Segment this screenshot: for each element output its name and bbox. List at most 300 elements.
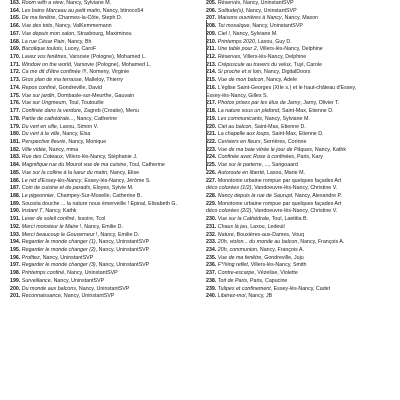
entry-location-author: , Paris, Kary (294, 154, 323, 161)
entry-number: 177. (10, 108, 21, 115)
index-entry (206, 278, 396, 286)
index-entry (206, 131, 396, 139)
entry-number: 166. (10, 23, 21, 30)
entry-title: Photos prises par les élus de Jarny (217, 100, 301, 107)
entry-title: De ma fenêtre (21, 15, 56, 22)
entry-number: 191. (10, 216, 21, 223)
entry-title: Rue des Coteaux (21, 154, 63, 161)
entry-number: 168. (10, 38, 21, 45)
entry-location-author: Essey-lès-Nancy, Gilles S. (206, 92, 269, 99)
entry-location-author: , Nancy, UninstantSVP (240, 0, 294, 6)
index-entry (206, 170, 396, 178)
entry-title: déco colorées (1/2) (206, 185, 252, 192)
index-entry (206, 0, 396, 8)
entry-location-author: , (354, 84, 357, 91)
entry-number: 184. (10, 162, 21, 169)
entry-title: 20h, violon... du monde au balcon (217, 239, 298, 246)
entry-number: 228. (206, 192, 217, 199)
index-entry (10, 193, 200, 201)
entry-number: 225. (206, 162, 217, 169)
index-entry (206, 193, 396, 201)
entry-location-author: , Essey-lès-Nancy, Cadet (270, 285, 331, 292)
entry-title: Monotonie urbaine rompue par quelques façades Art (217, 200, 342, 207)
index-entry (206, 39, 396, 47)
index-entry (206, 54, 396, 62)
entry-number: 214. (206, 69, 217, 76)
entry-number: 236. (206, 262, 217, 269)
entry-location-author: , Nancy, Sylviane M. (63, 0, 112, 6)
entry-location-author: !, Nancy, Emilie D. (78, 223, 123, 230)
index-entry (10, 139, 200, 147)
index-entry (206, 23, 396, 31)
entry-location-author: , Zagreb (Croatie), Menu (80, 108, 139, 115)
entry-number: 238. (206, 277, 217, 284)
index-entry (206, 15, 396, 23)
entry-location-author: , Gondreville, David (55, 84, 102, 91)
entry-number: 175. (10, 92, 21, 99)
index-entry (10, 0, 200, 8)
entry-number: 239. (206, 285, 217, 292)
entry-number: 183. (10, 154, 21, 161)
entry-location-author: , Nancy, UninstantSVP (39, 254, 94, 261)
entry-number: 233. (206, 239, 217, 246)
index-entry (206, 270, 396, 278)
index-entry (10, 154, 200, 162)
entry-location-author: , Nancy, Sylviane M. (261, 115, 310, 122)
entry-location-author: , Villers-lès-Nancy, Delphine (240, 54, 307, 61)
index-entry (10, 69, 200, 77)
index-entry (206, 293, 396, 301)
entry-location-author: , Nancy, Elise (107, 169, 140, 176)
entry-title: Repos confiné (21, 84, 56, 91)
index-entry (206, 286, 396, 294)
entry-title: Maisons ouvrières à Nancy (217, 15, 282, 22)
index-entry (206, 224, 396, 232)
entry-title: L'église Saint-Georges (XIIe s.) et le haut-château d'Essey (217, 84, 355, 91)
entry-number: 217. (206, 100, 217, 107)
entry-location-author: , Nancy, ValKemmemann (52, 23, 112, 30)
index-entry (10, 162, 200, 170)
entry-location-author: , Laxou, Ledeuil (247, 223, 285, 230)
entry-number: 208. (206, 23, 217, 30)
entry-location-author: , Nancy, Adele (263, 77, 298, 84)
entry-title: Confinée avec Rose à confinées (217, 154, 295, 161)
index-entry (10, 100, 200, 108)
entry-location-author: , Laxou, Simon V. (56, 123, 99, 130)
index-entry (206, 232, 396, 240)
entry-title: Vue sur jardin (21, 92, 55, 99)
index-entry (206, 178, 396, 186)
entry-title: Réserves (217, 54, 241, 61)
entry-title: F*!#ing reflet (217, 262, 248, 269)
entry-location-author: , Gondreville, Juju (261, 254, 304, 261)
index-entry (10, 108, 200, 116)
index-entry (206, 85, 396, 93)
index-entry (10, 232, 200, 240)
entry-location-author: , Nancy, btinoco54 (99, 7, 144, 14)
entry-number: 193. (10, 231, 21, 238)
index-entry (10, 247, 200, 255)
entry-location-author: , Nancy, UninstantSVP (95, 262, 150, 269)
entry-location-author: , Nancy, UninstantSVP (60, 293, 115, 300)
entry-location-author: , Jarny, Olivier T. (300, 100, 340, 107)
entry-title: Ciel ! (217, 30, 230, 37)
index-entry (10, 124, 200, 132)
entry-number: 186. (10, 177, 21, 184)
entry-location-author: , Nomeny, Virginie (86, 69, 130, 76)
entry-number: 226. (206, 169, 217, 176)
entry-title: Merci beaucoup le Gouverneur (21, 231, 95, 238)
index-entry (10, 239, 200, 247)
entry-location-author: , Paris, Capucine (247, 277, 288, 284)
index-entry (206, 93, 396, 101)
index-entry (10, 54, 200, 62)
entry-title: Regarder le monde changer (3) (21, 262, 96, 269)
entry-title: Reconnaissance (21, 293, 61, 300)
entry-number: 194. (10, 239, 21, 246)
entry-title: Coin de cuisine et de paradis (21, 185, 91, 192)
entry-title: Ca me dit d'être confinée !!! (21, 69, 87, 76)
index-entry (206, 31, 396, 39)
entry-number: 215. (206, 77, 217, 84)
index-entry (206, 124, 396, 132)
entry-location-author: , Strasbourg, Maximinou (74, 30, 132, 37)
entry-title: 20h, communion (217, 247, 257, 253)
entry-title: Vue sur Ungmeum (21, 100, 66, 107)
index-entry (10, 147, 200, 155)
index-entry (10, 262, 200, 270)
index-entry (10, 77, 200, 85)
index-entry (10, 15, 200, 23)
entry-title: Magnifique rue du Mourot vue de ma cuisine (21, 162, 127, 169)
entry-number: 195. (10, 247, 21, 253)
entry-location-author: , Nancy, DigitalDoors (261, 69, 311, 76)
index-entry (206, 116, 396, 124)
entry-location-author: , Essey-lès-Nancy, Jérôme S. (81, 177, 151, 184)
entry-number: 223. (206, 146, 217, 153)
index-column-left (10, 0, 200, 400)
entry-location-author: , Nancy, Kathk (311, 146, 346, 153)
entry-number: 213. (206, 61, 217, 68)
entry-location-author: , Tuyl, Carole (290, 61, 323, 68)
entry-location-author: , Laxou, Guy D. (254, 38, 292, 45)
entry-number: 169. (10, 46, 21, 53)
entry-title: Bucolique toulois (21, 46, 62, 53)
entry-title: Contre-escarpe (217, 270, 255, 277)
entry-number: 165. (10, 15, 21, 22)
index-entry (10, 116, 200, 124)
entry-title: Les bains Marceau au petit matin (21, 7, 100, 14)
index-entry (206, 8, 396, 16)
index-entry (206, 255, 396, 263)
entry-title: Vue de mon balcon (217, 77, 264, 84)
entry-number: 209. (206, 30, 217, 37)
entry-title: Regarder le monde changer (1) (21, 239, 96, 246)
entry-title: Vue depuis mon salon (21, 30, 75, 37)
entry-number: 224. (206, 154, 217, 161)
entry-location-author: , Villers-lès-Nancy, Stéphanie J. (62, 154, 138, 161)
index-entry (10, 201, 200, 209)
entry-location-author: , Champey-Sur-Moselle, Catherine B. (53, 192, 142, 199)
entry-title: Autoroute en liberté (217, 169, 265, 176)
entry-location-author: , Nancy, Monique (65, 138, 107, 145)
entry-location-author: , Laxou, Marie M. (264, 169, 305, 176)
entry-title: Nancy depuis la rue de Saurupt (217, 192, 292, 199)
entry-location-author: , Toul, Catherine (126, 162, 165, 169)
entry-title: Libérez-moi (217, 293, 246, 300)
entry-number: 205. (206, 0, 217, 6)
entry-location-author: , ..., Sangoaard (261, 162, 298, 169)
index-entry (206, 162, 396, 170)
index-entry (206, 154, 396, 162)
entry-title: La rue César Pain (21, 38, 65, 45)
entry-number: 178. (10, 115, 21, 122)
entry-title: Printemps confiné (21, 270, 65, 277)
entry-number: 188. (10, 192, 21, 199)
entry-number: 172. (10, 69, 21, 76)
entry-number: 231. (206, 223, 217, 230)
entry-location-author: , Lucey, CaroF (61, 46, 97, 53)
entry-location-author: , Varsovie (Pologne), Mohamed L. (70, 61, 151, 68)
entry-number: 200. (10, 285, 21, 292)
entry-number: 206. (206, 7, 217, 14)
index-entry (206, 108, 396, 116)
entry-location-author: , Varsovie (Pologne), Mohamed L. (66, 54, 147, 61)
index-entry (10, 293, 200, 301)
entry-location-author: , Malleloy, Thierry (81, 77, 123, 84)
entry-number: 173. (10, 77, 21, 84)
entry-number: 167. (10, 30, 21, 37)
entry-title: Room with a view (21, 0, 64, 6)
entry-location-author: , Nancy, UninstantSVP (95, 247, 150, 253)
entry-number: 196. (10, 254, 21, 261)
entry-number: 176. (10, 100, 21, 107)
entry-location-author: ! Épinal, Elisabeth G. (126, 200, 177, 207)
entry-title: Vue sur le parterre (217, 162, 262, 169)
entry-title: Partie de cathédrale... (21, 115, 74, 122)
entry-title: Regarder le monde changer (2) (21, 247, 96, 253)
index-entry (206, 147, 396, 155)
entry-title: Vue sur la Cathédrale (217, 216, 269, 223)
entry-number: 234. (206, 247, 217, 253)
entry-number: 192. (10, 223, 21, 230)
entry-title: Réservés (217, 0, 241, 6)
entry-number: 171. (10, 61, 21, 68)
entry-number: 163. (10, 0, 21, 6)
entry-title: Toi mosaïque (217, 23, 250, 30)
entry-location-author: , Nancy, mma (45, 146, 79, 153)
entry-number: 237. (206, 270, 217, 277)
entry-title: Lever de soleil confiné (21, 216, 75, 223)
index-entry (10, 224, 200, 232)
entry-title: Cerisiers en fleurs (217, 138, 261, 145)
entry-title: Lavez vos fenêtres (21, 54, 67, 61)
entry-title: Le nid d'Essey-lès-Nancy (21, 177, 82, 184)
entry-location-author: , Charmes-la-Côte, Steph D. (55, 15, 123, 22)
entry-location-author: , Issoire, Tcol (74, 216, 106, 223)
index-entry (206, 46, 396, 54)
index-column-right (206, 0, 396, 400)
entry-title: Vue sur la colline à la lueur du matin (21, 169, 108, 176)
entry-location-author: , Villers-lès-Nancy, Smith (247, 262, 307, 269)
entry-location-author: , Nancy, Kathk (42, 208, 77, 215)
index-entry (10, 23, 200, 31)
index-entry (206, 139, 396, 147)
index-entry (206, 247, 396, 255)
index-entry (10, 208, 200, 216)
entry-title: Gros plan de ma terrasse (21, 77, 82, 84)
entry-number: 221. (206, 131, 217, 138)
entry-location-author: , Eloyes, Sylvie M. (90, 185, 134, 192)
entry-number: 190. (10, 208, 21, 215)
entry-number: 174. (10, 84, 21, 91)
entry-number: 185. (10, 169, 21, 176)
entry-title: Ciel au balcon (217, 123, 252, 130)
entry-location-author: , Vandoeuvre-lès-Nancy, Christine V. (251, 208, 338, 215)
entry-number: 198. (10, 270, 21, 277)
entry-location-author: , Saint-Max, Etienne D. (279, 108, 334, 115)
entry-title: Soussla douche ... la nature nous émerveille (21, 200, 127, 207)
entry-title: Printemps 2020 (217, 38, 255, 45)
column-divider (206, 20, 207, 170)
entry-number: 235. (206, 254, 217, 261)
entry-title: Monotonie urbaine rompue par quelques façades Art (217, 177, 342, 184)
index-entry (206, 62, 396, 70)
index-entry (10, 216, 200, 224)
entry-title: Solitude(s) (217, 7, 244, 14)
entry-title: Du monde aux balcons (21, 285, 76, 292)
index-entry (206, 239, 396, 247)
entry-location-author: , Nancy, UninstantSVP (75, 285, 130, 292)
entry-number: 201. (10, 293, 21, 300)
entry-title: Du vert à la ville (21, 131, 60, 138)
entry-number: 211. (206, 46, 217, 53)
entry-location-author: !, Nancy, Emilie D. (94, 231, 140, 238)
entry-location-author: , Nancy, Elsa (59, 131, 91, 138)
entry-number: 219. (206, 115, 217, 122)
entry-title: Du vert en ville (21, 123, 57, 130)
index-entry (10, 286, 200, 294)
entry-location-author: , Toul, Laetitia B. (268, 216, 309, 223)
entry-title: Toit de Paris (217, 277, 248, 284)
index-entry (10, 85, 200, 93)
entry-title: Vue de ma baie vitrée le jour de Pâques (217, 146, 312, 153)
entry-number: 230. (206, 216, 217, 223)
entry-number: 210. (206, 38, 217, 45)
index-entry (10, 39, 200, 47)
entry-title: Vue de ma fenêtre (217, 254, 262, 261)
entry-number: 218. (206, 108, 217, 115)
entry-location-author: , Nancy, Catherine (73, 115, 118, 122)
entry-title: déco colorées (2/2) (206, 208, 252, 215)
entry-title: Confinée dans la verdure (21, 108, 81, 115)
entry-location-author: , Toul, Toutouille (65, 100, 104, 107)
entry-number: 181. (10, 138, 21, 145)
entry-location-author: , Nancy, UninstantSVP (95, 239, 150, 246)
entry-number: 187. (10, 185, 21, 192)
index-entry (10, 270, 200, 278)
index-entry (10, 131, 200, 139)
index-entry (10, 31, 200, 39)
entry-location-author: , Nancy, UninstantSVP (64, 270, 118, 277)
entry-number: 180. (10, 131, 21, 138)
index-entry (10, 255, 200, 263)
entry-location-author: , Nancy, Sylviane M. (229, 30, 278, 37)
index-entry (10, 62, 200, 70)
entry-title: La chapelle aux loups (217, 131, 270, 138)
entry-number: 220. (206, 123, 217, 130)
entry-title: Profitez (21, 254, 40, 261)
entry-location-author: , Bouxières-aux-Dames, Vouq (233, 231, 305, 238)
entry-title: Crépuscule au travers du velux (217, 61, 291, 68)
index-entry (206, 201, 396, 209)
entry-number: 232. (206, 231, 217, 238)
entry-title: Nature (217, 231, 234, 238)
entry-title: Chaux là jeu (217, 223, 248, 230)
index-entry (10, 178, 200, 186)
entry-number: 216. (206, 84, 217, 91)
entry-number: 182. (10, 146, 21, 153)
entry-number: 222. (206, 138, 217, 145)
index-entry (206, 100, 396, 108)
entry-title: Une table pour 2 (217, 46, 257, 53)
entry-location-author: , Nancy, UninstantSVP (50, 277, 105, 284)
index-entry (206, 69, 396, 77)
entry-location-author: , Serrières, Corinne (260, 138, 307, 145)
entry-location-author: , Nancy, François A. (297, 239, 345, 246)
entry-number: 240. (206, 293, 217, 300)
index-entry (206, 77, 396, 85)
index-entry (206, 216, 396, 224)
entry-title: Ville vidée (21, 146, 46, 153)
entry-number: 197. (10, 262, 21, 269)
index-entry (10, 8, 200, 16)
entry-title: Window on the world (21, 61, 71, 68)
index-entry (10, 170, 200, 178)
entry-number: 189. (10, 200, 21, 207)
entry-location-author: , Vandoeuvre-lès-Nancy, Christine V. (251, 185, 338, 192)
entry-title: Si proche et si loin (217, 69, 262, 76)
entry-title: Merci monsieur le Maire (21, 223, 79, 230)
entry-title: Vue des toits (21, 23, 53, 30)
entry-location-author: , Saint-Max, Etienne D. (269, 131, 324, 138)
entry-location-author: , Nancy, UninstantSVP (243, 7, 297, 14)
entry-title: Instant T (21, 208, 43, 215)
entry-location-author: , Dombasle-sur-Meurthe, Gauvain (54, 92, 135, 99)
entry-location-author: , Nancy, UninstantSVP (249, 23, 303, 30)
entry-location-author: , Nancy, Mason (281, 15, 319, 22)
entry-number: 164. (10, 7, 21, 14)
entry-location-author: , Villers-lès-Nancy, Delphine (256, 46, 323, 53)
entry-number: 170. (10, 54, 21, 61)
entry-title: Tulipes et confinement (217, 285, 271, 292)
entry-number: 229. (206, 200, 217, 207)
index-entry (206, 208, 396, 216)
entry-location-author: , Nancy, Bh (64, 38, 92, 45)
index-entry (10, 185, 200, 193)
index-entry (206, 185, 396, 193)
entry-title: Les communicants (217, 115, 262, 122)
index-entry (206, 262, 396, 270)
index-entry (10, 93, 200, 101)
index-entry (10, 46, 200, 54)
entry-location-author: , Nancy, Alexandre P. (292, 192, 342, 199)
entry-location-author: , Nancy, JB (245, 293, 273, 300)
entry-number: 199. (10, 277, 21, 284)
entry-location-author: , Saint-Max, Etienne D. (251, 123, 306, 130)
index-entry (10, 278, 200, 286)
entry-location-author: , Nancy, François A. (256, 247, 304, 253)
